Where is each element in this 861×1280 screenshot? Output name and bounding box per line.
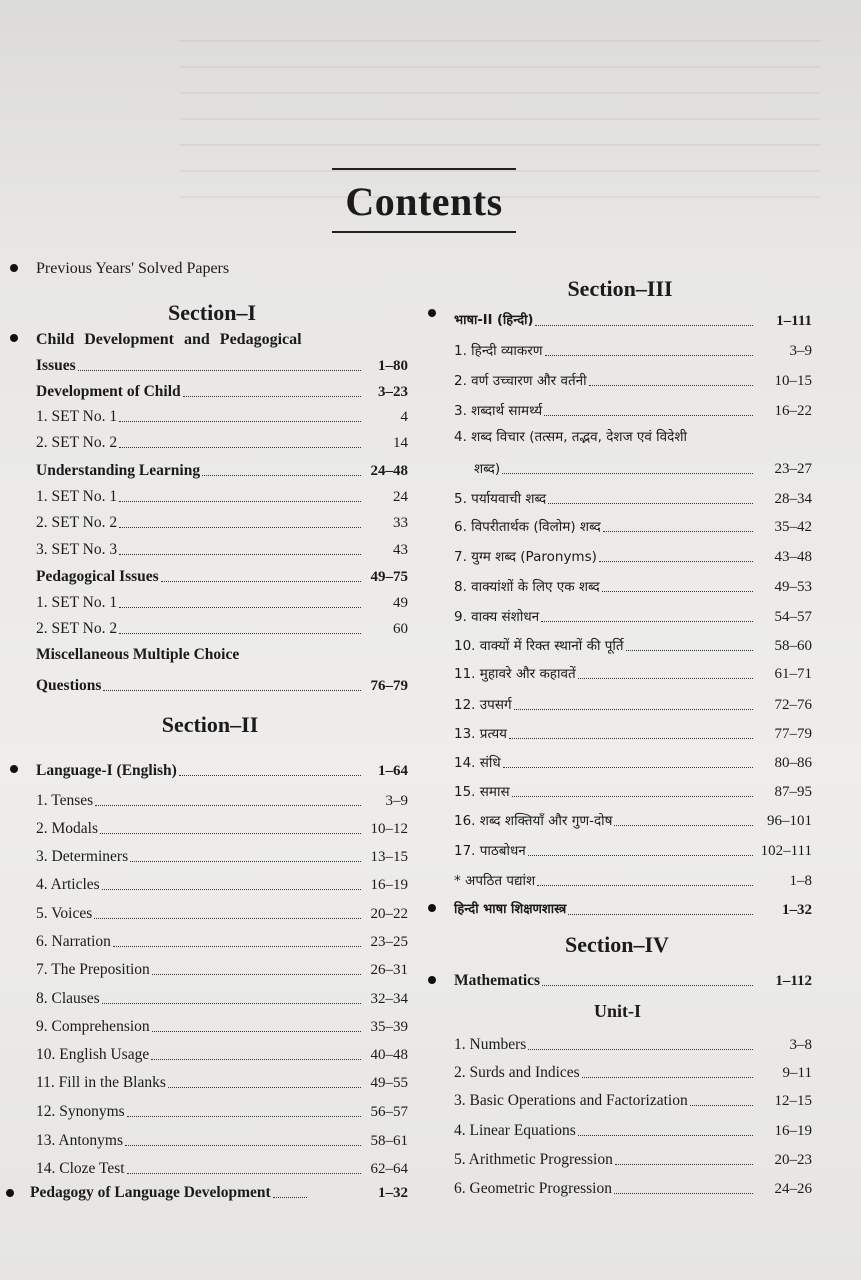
toc-entry-language1[interactable] <box>36 762 408 780</box>
toc-entry[interactable] <box>454 578 812 596</box>
toc-entry[interactable] <box>454 372 812 390</box>
toc-label: Development of Child <box>36 383 181 400</box>
toc-pages: 62–64 <box>370 1161 408 1177</box>
toc-pages: 3–9 <box>789 343 812 359</box>
leader-dots <box>512 796 753 797</box>
leader-dots <box>544 415 753 416</box>
toc-entry-ped-set1[interactable] <box>36 594 408 612</box>
toc-entry-dev-set1[interactable] <box>36 408 408 426</box>
toc-label: 5. Voices <box>36 905 93 922</box>
toc-entry[interactable] <box>454 1064 812 1082</box>
toc-pages: 1–80 <box>378 358 408 374</box>
toc-label: 10. English Usage <box>36 1046 150 1063</box>
contents-title-block <box>332 168 516 233</box>
toc-pages: 77–79 <box>774 726 812 742</box>
toc-pages: 4 <box>400 409 408 425</box>
toc-entry-dev-set2[interactable] <box>36 434 408 452</box>
leader-dots <box>568 914 753 915</box>
toc-label: 10. वाक्यों में रिक्त स्थानों की पूर्ति <box>454 638 624 654</box>
toc-label: शब्द) <box>474 461 501 477</box>
toc-pages: 96–101 <box>767 813 812 829</box>
toc-label: 11. Fill in the Blanks <box>36 1074 166 1091</box>
toc-pages: 43 <box>393 542 408 558</box>
toc-entry[interactable] <box>454 608 812 626</box>
toc-pages: 1–8 <box>789 873 812 889</box>
leader-dots <box>161 581 361 582</box>
toc-entry[interactable] <box>36 1074 408 1092</box>
toc-label: 5. पर्यायवाची शब्द <box>454 491 547 507</box>
leader-dots <box>100 833 361 834</box>
toc-pages: 54–57 <box>774 609 812 625</box>
leader-dots <box>94 918 361 919</box>
toc-entry[interactable] <box>454 1036 812 1054</box>
leader-dots <box>95 805 361 806</box>
toc-label: 15. समास <box>454 784 510 800</box>
toc-pages: 49–55 <box>370 1075 408 1091</box>
bullet-icon <box>428 976 436 984</box>
leader-dots <box>514 709 753 710</box>
leader-dots <box>179 775 361 776</box>
toc-label: भाषा-II (हिन्दी) <box>454 313 534 328</box>
toc-pages: 1–112 <box>775 973 812 989</box>
toc-pages: 23–27 <box>774 461 812 477</box>
toc-pages: 56–57 <box>370 1104 408 1120</box>
toc-entry[interactable] <box>36 961 408 979</box>
section-2-heading: Section–II <box>161 712 259 737</box>
toc-entry[interactable] <box>36 1046 408 1064</box>
toc-pages: 24–48 <box>370 463 408 479</box>
toc-label: 1. Tenses <box>36 792 94 809</box>
toc-label: 13. प्रत्यय <box>454 726 508 742</box>
toc-entry[interactable] <box>36 1103 408 1121</box>
leader-dots <box>125 1145 361 1146</box>
toc-label: Language-I (English) <box>36 762 177 779</box>
leader-dots <box>614 825 753 826</box>
toc-label: Pedagogical Issues <box>36 568 159 585</box>
toc-entry[interactable] <box>36 820 408 838</box>
leader-dots <box>168 1087 361 1088</box>
toc-pages: 49–75 <box>370 569 408 585</box>
toc-entry[interactable] <box>454 1180 812 1198</box>
toc-label: 6. Geometric Progression <box>454 1180 612 1197</box>
toc-entry[interactable] <box>454 783 812 801</box>
toc-pages: 1–32 <box>782 902 812 918</box>
toc-label: 2. Surds and Indices <box>454 1064 580 1081</box>
toc-entry[interactable] <box>454 342 812 360</box>
toc-entry[interactable] <box>454 548 812 566</box>
leader-dots <box>152 974 361 975</box>
toc-entry[interactable] <box>454 754 812 772</box>
toc-label: * अपठित पद्यांश <box>454 873 536 889</box>
toc-label: 3. Determiners <box>36 848 129 865</box>
toc-label: Mathematics <box>454 972 541 989</box>
leader-dots <box>528 1049 753 1050</box>
toc-pages: 9–11 <box>782 1065 812 1081</box>
toc-pages: 58–61 <box>370 1133 408 1149</box>
toc-pages: 32–34 <box>370 991 408 1007</box>
leader-dots <box>542 985 753 986</box>
leader-dots <box>535 325 753 326</box>
leader-dots <box>119 607 361 608</box>
toc-label: 8. वाक्यांशों के लिए एक शब्द <box>454 579 600 595</box>
toc-pages: 1–111 <box>776 313 812 329</box>
toc-pages: 10–12 <box>370 821 408 837</box>
toc-label: 9. Comprehension <box>36 1018 150 1035</box>
toc-entry[interactable] <box>454 1151 812 1169</box>
toc-entry[interactable] <box>454 518 812 536</box>
toc-pages: 12–15 <box>774 1093 812 1109</box>
leader-dots <box>151 1059 361 1060</box>
toc-entry-und-set3[interactable] <box>36 541 408 559</box>
toc-entry-maths[interactable] <box>454 972 812 990</box>
toc-entry-hindi-pedagogy[interactable] <box>454 901 812 919</box>
toc-entry[interactable] <box>454 1092 812 1110</box>
toc-label: हिन्दी भाषा शिक्षणशास्त्र <box>454 902 567 917</box>
toc-pages: 72–76 <box>774 697 812 713</box>
bullet-icon <box>10 264 18 272</box>
leader-dots <box>578 1135 753 1136</box>
toc-pages: 3–8 <box>789 1037 812 1053</box>
toc-pages: 35–42 <box>774 519 812 535</box>
toc-label: 11. मुहावरे और कहावतें <box>454 666 576 682</box>
toc-entry[interactable] <box>454 812 812 830</box>
leader-dots <box>582 1077 753 1078</box>
toc-pages: 26–31 <box>370 962 408 978</box>
toc-entry[interactable] <box>454 1122 812 1140</box>
unit-1-heading: Unit-I <box>594 1001 642 1021</box>
section-3-heading: Section–III <box>567 276 673 301</box>
toc-entry-child-dev[interactable] <box>36 357 408 375</box>
leader-dots <box>103 690 361 691</box>
toc-label: 6. विपरीतार्थक (विलोम) शब्द <box>454 519 601 535</box>
toc-label: 12. उपसर्ग <box>454 697 512 713</box>
toc-label: 1. हिन्दी व्याकरण <box>454 343 543 359</box>
bullet-icon <box>428 904 436 912</box>
leader-dots <box>589 385 753 386</box>
toc-label: 5. Arithmetic Progression <box>454 1151 613 1168</box>
toc-entry[interactable] <box>454 490 812 508</box>
page-title: Contents <box>345 179 503 224</box>
section-1-heading: Section–I <box>168 300 256 325</box>
toc-entry[interactable] <box>454 665 812 683</box>
leader-dots <box>541 621 753 622</box>
leader-dots <box>183 396 361 397</box>
leader-dots <box>102 1003 361 1004</box>
toc-pages: 14 <box>393 435 408 451</box>
leader-dots <box>119 633 361 634</box>
toc-pages: 76–79 <box>370 678 408 694</box>
leader-dots <box>273 1197 307 1198</box>
leader-dots <box>545 355 753 356</box>
toc-label: Issues <box>36 357 76 374</box>
toc-entry[interactable] <box>36 792 408 810</box>
leader-dots <box>130 861 361 862</box>
toc-pages: 3–23 <box>378 384 408 400</box>
toc-label: 3. SET No. 3 <box>36 541 118 558</box>
toc-entry[interactable] <box>454 872 812 890</box>
intro-heading: Previous Years' Solved Papers <box>36 260 230 277</box>
toc-pages: 80–86 <box>774 755 812 771</box>
toc-pages: 20–23 <box>774 1152 812 1168</box>
leader-dots <box>602 591 753 592</box>
toc-pages: 58–60 <box>774 638 812 654</box>
toc-entry[interactable] <box>454 696 812 714</box>
toc-pages: 49 <box>393 595 408 611</box>
leader-dots <box>119 554 361 555</box>
toc-pages: 40–48 <box>370 1047 408 1063</box>
toc-entry[interactable] <box>454 402 812 420</box>
toc-label: 12. Synonyms <box>36 1103 125 1120</box>
toc-pages: 16–19 <box>370 877 408 893</box>
toc-pages: 43–48 <box>774 549 812 565</box>
toc-pages: 35–39 <box>370 1019 408 1035</box>
toc-label: 14. Cloze Test <box>36 1160 125 1177</box>
bullet-icon <box>428 309 436 317</box>
leader-dots <box>119 447 361 448</box>
toc-entry-und-set2[interactable] <box>36 514 408 532</box>
leader-dots <box>113 946 361 947</box>
toc-label: 16. शब्द शक्तियाँ और गुण-दोष <box>454 813 613 829</box>
toc-pages: 49–53 <box>774 579 812 595</box>
toc-label: 1. SET No. 1 <box>36 408 118 425</box>
toc-entry-bhasha[interactable] <box>454 312 812 330</box>
leader-dots <box>152 1031 361 1032</box>
toc-label: 2. SET No. 2 <box>36 514 118 531</box>
toc-label: 3. Basic Operations and Factorization <box>454 1092 688 1109</box>
toc-entry[interactable] <box>36 1160 408 1178</box>
toc-entry-ped-set2[interactable] <box>36 620 408 638</box>
misc-title-line1: Miscellaneous Multiple Choice <box>36 646 240 663</box>
leader-dots <box>119 501 361 502</box>
toc-entry-understanding[interactable] <box>36 462 408 480</box>
toc-label: 4. Articles <box>36 876 100 893</box>
leader-dots <box>599 561 753 562</box>
toc-pages: 87–95 <box>774 784 812 800</box>
leader-dots <box>502 473 753 474</box>
shabd-title-line1: 4. शब्द विचार (तत्सम, तद्भव, देशज एवं विदेशी <box>454 429 687 445</box>
toc-entry-dev-child[interactable] <box>36 383 408 401</box>
leader-dots <box>603 531 753 532</box>
toc-pages: 13–15 <box>370 849 408 865</box>
section-4-heading: Section–IV <box>565 932 669 957</box>
leader-dots <box>548 503 753 504</box>
bullet-icon <box>10 765 18 773</box>
toc-pages: 10–15 <box>774 373 812 389</box>
leader-dots <box>578 678 753 679</box>
leader-dots <box>614 1193 753 1194</box>
toc-label: 2. SET No. 2 <box>36 434 118 451</box>
toc-label: 1. Numbers <box>454 1036 527 1053</box>
toc-label: Pedagogy of Language Development <box>30 1184 271 1201</box>
toc-label: 13. Antonyms <box>36 1132 123 1149</box>
toc-entry[interactable] <box>36 876 408 894</box>
leader-dots <box>626 650 753 651</box>
toc-label: 2. Modals <box>36 820 98 837</box>
toc-pages: 20–22 <box>370 906 408 922</box>
toc-label: 1. SET No. 1 <box>36 594 118 611</box>
toc-pages: 1–64 <box>378 763 408 779</box>
toc-pages: 3–9 <box>385 793 408 809</box>
toc-pages: 1–32 <box>378 1185 408 1201</box>
toc-label: 7. The Preposition <box>36 961 150 978</box>
toc-pages: 23–25 <box>370 934 408 950</box>
leader-dots <box>127 1116 361 1117</box>
toc-label: 2. SET No. 2 <box>36 620 118 637</box>
toc-pages: 24 <box>393 489 408 505</box>
toc-label: 7. युग्म शब्द (Paronyms) <box>454 549 597 565</box>
toc-entry[interactable] <box>454 842 812 860</box>
toc-pages: 60 <box>393 621 408 637</box>
toc-pages: 102–111 <box>760 843 812 859</box>
toc-entry[interactable] <box>36 1018 408 1036</box>
leader-dots <box>503 767 753 768</box>
toc-entry-und-set1[interactable] <box>36 488 408 506</box>
toc-label: 17. पाठबोधन <box>454 843 526 859</box>
toc-label: 2. वर्ण उच्चारण और वर्तनी <box>454 373 587 389</box>
bullet-icon <box>6 1189 14 1197</box>
toc-label: 8. Clauses <box>36 990 100 1007</box>
title-bottom-rule <box>332 231 516 233</box>
leader-dots <box>102 889 361 890</box>
toc-entry[interactable] <box>454 637 812 655</box>
leader-dots <box>127 1173 361 1174</box>
toc-pages: 28–34 <box>774 491 812 507</box>
toc-pages: 16–22 <box>774 403 812 419</box>
leader-dots <box>78 370 361 371</box>
toc-entry[interactable] <box>36 990 408 1008</box>
toc-entry-pedagogy-language[interactable] <box>30 1184 408 1202</box>
leader-dots <box>202 475 361 476</box>
toc-entry[interactable] <box>36 905 408 923</box>
toc-pages: 16–19 <box>774 1123 812 1139</box>
toc-pages: 33 <box>393 515 408 531</box>
toc-pages: 61–71 <box>774 666 812 682</box>
leader-dots <box>119 421 361 422</box>
toc-label: Understanding Learning <box>36 462 201 479</box>
leader-dots <box>615 1164 753 1165</box>
toc-label: 3. शब्दार्थ सामर्थ्य <box>454 403 543 419</box>
leader-dots <box>690 1105 753 1106</box>
toc-pages: 24–26 <box>774 1181 812 1197</box>
toc-entry[interactable] <box>36 933 408 951</box>
toc-entry-shabd[interactable] <box>474 460 812 478</box>
toc-entry[interactable] <box>454 725 812 743</box>
leader-dots <box>537 885 753 886</box>
toc-label: 6. Narration <box>36 933 111 950</box>
child-dev-title-line1: Child Development and Pedagogical <box>36 331 302 348</box>
toc-label: 1. SET No. 1 <box>36 488 118 505</box>
leader-dots <box>119 527 361 528</box>
toc-entry-pedagogical[interactable] <box>36 568 408 586</box>
toc-label: 4. Linear Equations <box>454 1122 576 1139</box>
toc-entry[interactable] <box>36 1132 408 1150</box>
leader-dots <box>509 738 753 739</box>
toc-label: Questions <box>36 677 102 694</box>
toc-entry-misc[interactable] <box>36 677 408 695</box>
toc-label: 14. संधि <box>454 755 501 771</box>
leader-dots <box>528 855 753 856</box>
toc-label: 9. वाक्य संशोधन <box>454 609 540 625</box>
bullet-icon <box>10 334 18 342</box>
toc-entry[interactable] <box>36 848 408 866</box>
